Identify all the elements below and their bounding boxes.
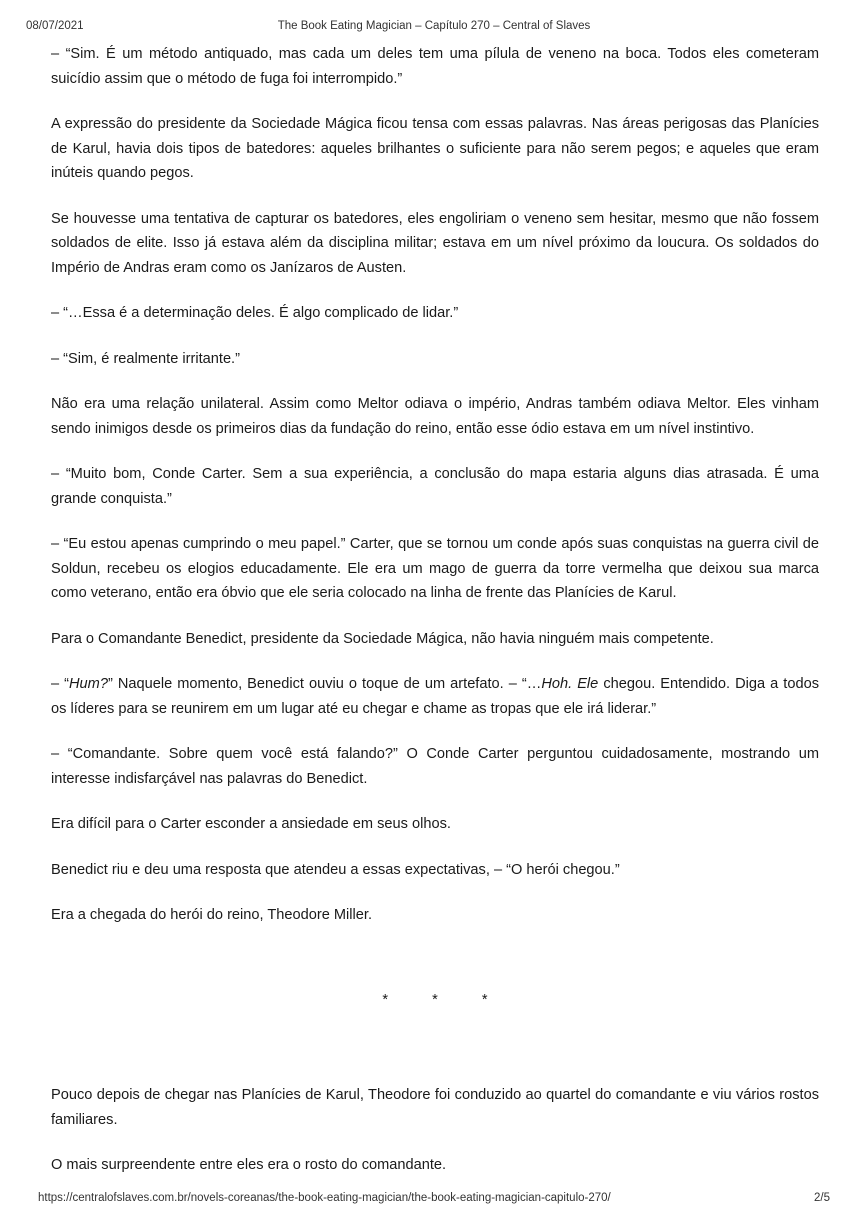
paragraph: – “Sim, é realmente irritante.” <box>51 350 240 367</box>
paragraph: – “Muito bom, Conde Carter. Sem a sua experiência, a conclusão do mapa estaria alguns dias atrasada. É uma grande conquista.” <box>51 466 819 507</box>
page-number: 2/5 <box>814 1192 830 1204</box>
print-header <box>26 20 842 36</box>
paragraph: Benedict riu e deu uma resposta que atendeu a essas expectativas, – “O herói chegou.” <box>51 861 620 878</box>
print-footer <box>38 1192 830 1208</box>
italic-text: Hum? <box>69 676 108 692</box>
paragraph <box>51 672 819 721</box>
paragraph: Não era uma relação unilateral. Assim como Meltor odiava o império, Andras também odiava Meltor. Eles vinham sendo inimigos desde os primeiros dias da fundação do reino, então esse ódio estava em um nível instintivo. <box>51 396 819 437</box>
article-body <box>51 42 819 1199</box>
paragraph: – “Eu estou apenas cumprindo o meu papel.” Carter, que se tornou um conde após suas conquistas na guerra civil de Soldun, recebeu os elogios educadamente. Ele era um mago de guerra da torre vermelha que deixou sua marca como veterano, então era óbvio que ele seria colocado na linha de frente das Planícies de Karul. <box>51 536 819 601</box>
paragraph: – “Comandante. Sobre quem você está falando?” O Conde Carter perguntou cuidadosamente, mostrando um interesse indisfarçável nas palavras do Benedict. <box>51 746 819 787</box>
paragraph: O mais surpreendente entre eles era o rosto do comandante. <box>51 1157 447 1173</box>
text-run: ” Naquele momento, Benedict ouviu o toque de um artefato. – “… <box>107 676 542 692</box>
page-url: https://centralofslaves.com.br/novels-coreanas/the-book-eating-magician/the-book-eating-magician-capitulo-270/ <box>38 1192 611 1204</box>
paragraph: Se houvesse uma tentativa de capturar os batedores, eles engoliriam o veneno sem hesitar, mesmo que não fossem soldados de elite. Isso já estava além da disciplina militar; estava em um nível próximo da loucura. Os soldados do Império de Andras eram como os Janízaros de Austen. <box>51 210 819 276</box>
paragraph: – “…Essa é a determinação deles. É algo complicado de lidar.” <box>51 305 459 321</box>
scene-separator: * * * <box>382 991 508 1008</box>
paragraph: Pouco depois de chegar nas Planícies de Karul, Theodore foi conduzido ao quartel do comandante e viu vários rostos familiares. <box>51 1087 819 1128</box>
paragraph: Era difícil para o Carter esconder a ansiedade em seus olhos. <box>51 816 451 832</box>
paragraph: A expressão do presidente da Sociedade Mágica ficou tensa com essas palavras. Nas áreas perigosas das Planícies de Karul, havia dois tipos de batedores: aqueles brilhantes o suficiente para não serem pegos; e aqueles que eram inúteis quando pegos. <box>51 116 819 181</box>
page-title: The Book Eating Magician – Capítulo 270 – Central of Slaves <box>277 20 591 32</box>
paragraph: Era a chegada do herói do reino, Theodore Miller. <box>51 907 372 923</box>
paragraph: Para o Comandante Benedict, presidente da Sociedade Mágica, não havia ninguém mais competente. <box>51 630 714 647</box>
text-run: – “ <box>51 676 70 692</box>
print-date: 08/07/2021 <box>26 20 84 32</box>
paragraph: – “Sim. É um método antiquado, mas cada um deles tem uma pílula de veneno na boca. Todos eles cometeram suicídio assim que o método de fuga foi interrompido.” <box>51 46 819 87</box>
italic-text: Hoh. Ele <box>541 676 599 692</box>
text-run: chegou. Entendido. Diga a todos os líderes para se reunirem em um lugar até eu chegar e chame as tropas que ele irá liderar.” <box>51 676 819 717</box>
